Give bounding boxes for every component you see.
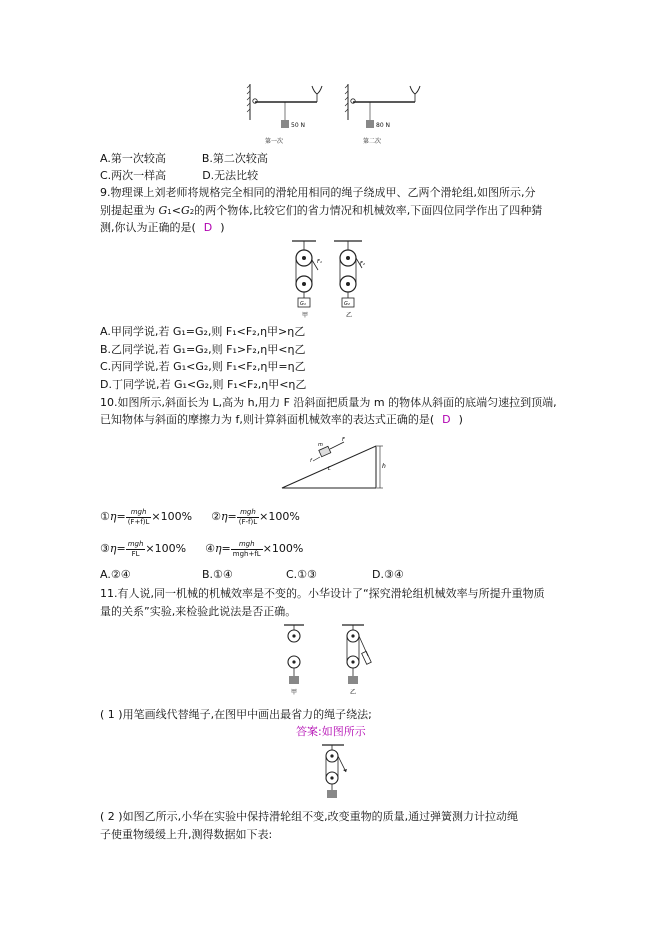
svg-text:F₁: F₁ (317, 259, 322, 265)
q10-option-a: A.②④ (100, 568, 131, 581)
q9-option-d: D.丁同学说,若 G₁<G₂,则 F₁<F₂,η甲<η乙 (100, 378, 307, 391)
q8-options-row1 (100, 152, 268, 166)
caption-second: 第二次 (363, 138, 382, 145)
q8-option-c: C.两次一样高 (100, 169, 167, 182)
q10-line2: 已知物体与斜面的摩擦力为 f,则计算斜面机械效率的表达式正确的是( D ) (100, 413, 463, 426)
q11-part1-answer: 答案:如图所示 (296, 725, 366, 738)
formula-3: ③η= $\frac{\text{mgh}}{FL}$ ×100% (100, 539, 187, 558)
q9-caption-jia: 甲 (302, 312, 309, 319)
q10-formula-row1 (100, 506, 300, 528)
q11-caption-jia: 甲 (291, 689, 298, 696)
svg-text:h: h (382, 463, 386, 470)
formula-2: ②η= $\frac{\text{mgh}}{(F-f)L}$ ×100% (211, 507, 300, 526)
svg-text:L: L (328, 466, 331, 472)
svg-text:G₂: G₂ (344, 301, 350, 307)
answer-pulley-figure (316, 742, 356, 802)
svg-text:f: f (310, 458, 312, 464)
q10-options (100, 568, 404, 582)
lever-figure (245, 80, 425, 148)
formula-4: ④η= $\frac{\text{mgh}}{\text{mgh+fL}}$ ×100% (205, 539, 304, 558)
q11-part1: ( 1 )用笔画线代替绳子,在图甲中画出最省力的绳子绕法; (100, 708, 372, 721)
q9-line1: 9.物理课上刘老师将规格完全相同的滑轮用相同的绳子绕成甲、乙两个滑轮组,如图所示,分 (100, 186, 536, 199)
svg-text:m: m (318, 442, 323, 448)
weight-label-left: 50 N (291, 122, 306, 129)
lever-right (345, 84, 420, 145)
q9-option-b: B.乙同学说,若 G₁=G₂,则 F₁>F₂,η甲<η乙 (100, 343, 306, 356)
caption-first: 第一次 (265, 138, 284, 145)
q11-part2-line2: 子使重物缓缓上升,测得数据如下表: (100, 828, 273, 841)
lever-left (247, 84, 322, 145)
q9-option-c: C.丙同学说,若 G₁<G₂,则 F₁<F₂,η甲=η乙 (100, 360, 306, 373)
incline-figure (280, 432, 390, 492)
q11-part2-line1: ( 2 )如图乙所示,小华在实验中保持滑轮组不变,改变重物的质量,通过弹簧测力计拉动绳 (100, 810, 519, 823)
q10-formula-row2 (100, 538, 303, 560)
q11-caption-yi: 乙 (350, 689, 357, 696)
q10-option-d: D.③④ (372, 568, 404, 581)
q9-option-a: A.甲同学说,若 G₁=G₂,则 F₁<F₂,η甲>η乙 (100, 325, 306, 338)
q8-option-d: D.无法比较 (202, 169, 259, 182)
q8-option-b: B.第二次较高 (201, 152, 268, 165)
q11-line2: 量的关系”实验,来检验此说法是否正确。 (100, 605, 297, 618)
q9-line2: 别提起重为 G1<G2的两个物体,比较它们的省力情况和机械效率,下面四位同学作出了四种猜 (100, 204, 543, 217)
q10-option-b: B.①④ (202, 568, 233, 581)
formula-1: ①η= $\frac{\text{mgh}}{(F+f)L}$ ×100% (100, 507, 193, 526)
q9-line3: 测,你认为正确的是( D ) (100, 221, 225, 234)
q9-answer: D (203, 221, 213, 234)
q8-options-row2 (100, 169, 258, 183)
q10-answer: D (442, 413, 451, 426)
svg-text:G₁: G₁ (300, 301, 306, 307)
q9-caption-yi: 乙 (346, 312, 353, 319)
weight-label-right: 80 N (376, 122, 391, 129)
svg-text:F₂: F₂ (360, 261, 365, 267)
q11-line1: 11.有人说,同一机械的机械效率是不变的。小华设计了“探究滑轮组机械效率与所提升重物质 (100, 587, 545, 600)
q10-line1: 10.如图所示,斜面长为 L,高为 h,用力 F 沿斜面把质量为 m 的物体从斜面的底端匀速拉到顶端, (100, 396, 557, 409)
q10-option-c: C.①③ (286, 568, 317, 581)
pulley-figure-q9 (286, 238, 376, 320)
pulley-figure-q11 (280, 622, 380, 698)
svg-text:F: F (342, 437, 345, 443)
q8-option-a: A.第一次较高 (100, 152, 166, 165)
